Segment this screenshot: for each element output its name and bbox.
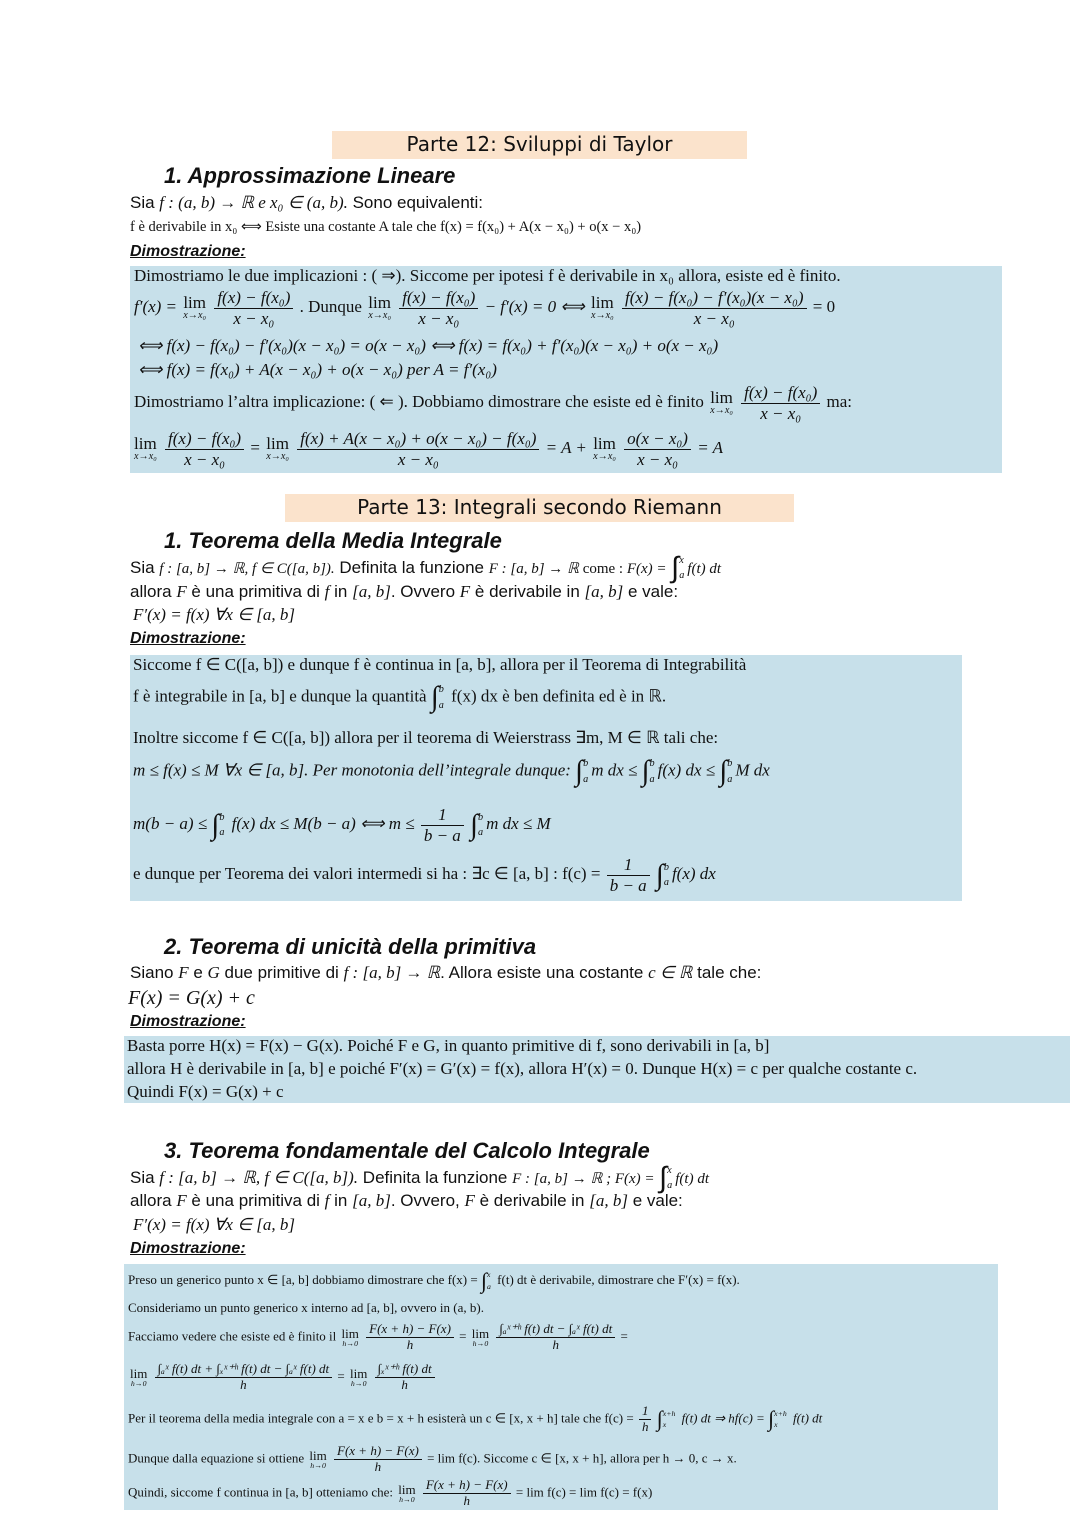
section-heading-teorema-fondamentale: 3. Teorema fondamentale del Calcolo Integrale — [164, 1138, 650, 1163]
fraction: $\frac{F(x + h) - F(x)}{h}$ — [366, 1322, 454, 1353]
part12-title-banner: Parte 12: Sviluppi di Taylor — [332, 131, 747, 159]
limit-operator: lim x→x₀ — [266, 434, 289, 463]
dimostrazione-label: Dimostrazione: — [130, 243, 246, 260]
fraction: $\frac{F(x + h) - F(x)}{h}$ — [423, 1478, 511, 1509]
theorem-line-1: Sia f : [a, b] → ℝ, f ∈ C([a, b]). Definita la funzione F : [a, b] → ℝ ; F(x) = ∫ x a f(t) dt — [130, 1162, 709, 1195]
limit-operator: lim h→0 — [309, 1448, 327, 1471]
integral-sign: ∫ — [211, 808, 220, 841]
proof-line-4: m ≤ f(x) ≤ M ∀x ∈ [a, b]. Per monotonia dell’integrale dunque: ∫ b a m dx ≤ ∫ b a f(x) dx ≤ ∫ b a M dx — [133, 755, 770, 787]
theorem-line-1: Sia f : [a, b] → ℝ, f ∈ C([a, b]). Definita la funzione F : [a, b] → ℝ come : F(x) = ∫ x a f(t) dt — [130, 552, 722, 585]
limit-operator: lim h→0 — [398, 1482, 416, 1505]
proof-line-5: m(b − a) ≤ ∫ b a f(x) dx ≤ M(b − a) ⟺ m ≤ $\frac{1}{b - a}$ ∫ b a m dx ≤ M — [133, 805, 551, 845]
fraction: $\frac{F(x + h) - F(x)}{h}$ — [334, 1444, 422, 1475]
statement-line-2: f è derivabile in x₀ ⟺ Esiste una costante A tale che f(x) = f(x₀) + A(x − x₀) + o(x − x₀) — [130, 219, 642, 235]
proof-box-teorema-fondamentale — [124, 1264, 998, 1510]
fraction: $\frac{1}{h}$ — [639, 1404, 652, 1435]
proof-line-1: Preso un generico punto x ∈ [a, b] dobbiamo dimostrare che f(x) = ∫ x a f(t) dt è derivabile, dimostrare che F′(x) = f(x). — [128, 1268, 740, 1293]
integral-sign: ∫ — [655, 858, 664, 891]
section-heading-approssimazione-lineare: 1. Approssimazione Lineare — [164, 163, 456, 188]
theorem-line-3: F′(x) = f(x) ∀x ∈ [a, b] — [133, 1215, 295, 1234]
proof-line-3: Facciamo vedere che esiste ed è finito il lim h→0 $\frac{F(x + h) - F(x)}{h}$ = lim h→0 $\frac{\text{∫ₐˣ⁺ʰ f(t) dt − ∫ₐˣ f(t) dt}}{h}$ = — [128, 1321, 628, 1352]
theorem-line-3: F′(x) = f(x) ∀x ∈ [a, b] — [133, 605, 295, 624]
proof-line-6: e dunque per Teorema dei valori intermedi si ha : ∃c ∈ [a, b] : f(c) = $\frac{1}{b - a}$ ∫ b a f(x) dx — [133, 855, 716, 895]
proof-box-unicita — [124, 1036, 1070, 1103]
proof-line-1: Dimostriamo le due implicazioni : ( ⇒). Siccome per ipotesi f è derivabile in x₀ allora, esiste ed è finito. — [134, 266, 841, 285]
dimostrazione-label: Dimostrazione: — [130, 630, 246, 647]
fraction: $\frac{\text{f(x) − f(x₀)}}{\text{x − x₀}}$ — [214, 288, 293, 328]
proof-line-6: Dunque dalla equazione si ottiene lim h→0 $\frac{F(x + h) - F(x)}{h}$ = lim f(c). Siccome c ∈ [x, x + h], allora per h → 0, c → x. — [128, 1443, 737, 1474]
proof-line-3: Quindi F(x) = G(x) + c — [127, 1082, 284, 1101]
proof-line-5: Dimostriamo l’altra implicazione: ( ⇐ ). Dobbiamo dimostrare che esiste ed è finito lim x→x₀ $\frac{\text{f(x) − f(x₀)}}{\text{x − x₀}}$ ma: — [134, 383, 852, 423]
fraction: $\frac{\text{f(x) − f(x₀)}}{\text{x − x₀}}$ — [165, 429, 244, 469]
fraction: $\frac{\text{f(x) − f(x₀)}}{\text{x − x₀}}$ — [399, 288, 478, 328]
fraction: $\frac{\text{f(x) + A(x − x₀) + o(x − x₀) − f(x₀)}}{\text{x − x₀}}$ — [297, 429, 539, 469]
limit-operator: lim x→x₀ — [710, 388, 733, 417]
proof-line-2: Consideriamo un punto generico x interno ad [a, b], ovvero in (a, b). — [128, 1300, 484, 1315]
fraction: $\frac{\text{o(x − x₀)}}{\text{x − x₀}}$ — [624, 429, 691, 469]
limit-operator: lim h→0 — [350, 1366, 368, 1389]
limit-operator: lim h→0 — [471, 1326, 490, 1349]
proof-line-1: Basta porre H(x) = F(x) − G(x). Poiché F e G, in quanto primitive di f, sono derivabili in [a, b] — [127, 1036, 770, 1055]
integral-sign: ∫ — [719, 755, 728, 787]
limit-operator: lim h→0 — [130, 1366, 148, 1389]
limit-operator: lim x→x₀ — [134, 434, 157, 463]
theorem-line-1: Siano F e G due primitive di f : [a, b] → ℝ. Allora esiste una costante c ∈ ℝ tale che: — [130, 963, 762, 982]
proof-box-taylor — [130, 266, 1002, 473]
proof-line-3: Inoltre siccome f ∈ C([a, b]) allora per il teorema di Weierstrass ∃m, M ∈ ℝ tali che: — [133, 728, 719, 747]
integral-sign: ∫ — [768, 1406, 775, 1432]
part13-title-banner: Parte 13: Integrali secondo Riemann — [285, 494, 794, 522]
section-heading-unicita-primitiva: 2. Teorema di unicità della primitiva — [164, 934, 537, 959]
section-heading-media-integrale: 1. Teorema della Media Integrale — [164, 528, 502, 553]
proof-box-media-integrale — [130, 655, 962, 901]
limit-operator: lim x→x₀ — [183, 293, 207, 322]
proof-line-2: f′(x) = lim x→x₀ $\frac{\text{f(x) − f(x₀)}}{\text{x − x₀}}$ . Dunque lim x→x₀ $\frac{\text{f(x) − f(x₀)}}{\text{x − x₀}}$ − f′(x) = 0 ⟺ lim x→x₀ $\frac{\text{f(x) − f(x₀) − f′(x₀)(x − x₀)}}{\text{x − x₀}}$ = 0 — [134, 288, 836, 328]
fraction: $\frac{\text{∫ₓˣ⁺ʰ f(t) dt}}{h}$ — [375, 1362, 435, 1393]
integral-sign: ∫ — [671, 552, 680, 585]
limit-operator: lim x→x₀ — [590, 293, 614, 322]
proof-line-4: lim h→0 $\frac{\text{∫ₐˣ f(t) dt + ∫ₓˣ⁺ʰ f(t) dt − ∫ₐˣ f(t) dt}}{h}$ = lim h→0 $\frac{\text{∫ₓˣ⁺ʰ f(t) dt}}{h}$ — [128, 1362, 437, 1393]
integral-sign: ∫ — [575, 755, 584, 787]
limit-operator: lim x→x₀ — [593, 434, 616, 463]
integral-sign: ∫ — [641, 755, 650, 787]
fraction: $\frac{\text{f(x) − f(x₀)}}{\text{x − x₀}}$ — [741, 383, 820, 423]
proof-line-4: ⟺ f(x) = f(x₀) + A(x − x₀) + o(x − x₀) per A = f′(x₀) — [138, 360, 497, 379]
proof-line-3: ⟺ f(x) − f(x₀) − f′(x₀)(x − x₀) = o(x − x₀) ⟺ f(x) = f(x₀) + f′(x₀)(x − x₀) + o(x − x₀) — [138, 336, 719, 355]
limit-operator: lim x→x₀ — [368, 293, 391, 322]
integral-sign: ∫ — [430, 681, 439, 713]
theorem-line-2: allora F è una primitiva di f in [a, b]. Ovvero, F è derivabile in [a, b] e vale: — [130, 1191, 683, 1210]
proof-line-2: allora H è derivabile in [a, b] e poiché F′(x) = G′(x) = f(x), allora H′(x) = 0. Dunque H(x) = c per qualche costante c. — [127, 1059, 918, 1078]
dimostrazione-label: Dimostrazione: — [130, 1240, 246, 1257]
statement-line-1: Sia f : (a, b) → ℝ e x₀ ∈ (a, b). Sono equivalenti: — [130, 193, 484, 212]
theorem-line-2: allora F è una primitiva di f in [a, b]. Ovvero F è derivabile in [a, b] e vale: — [130, 582, 679, 601]
fraction: $\frac{\text{f(x) − f(x₀) − f′(x₀)(x − x₀)}}{\text{x − x₀}}$ — [622, 288, 807, 328]
theorem-line-2: F(x) = G(x) + c — [128, 987, 255, 1009]
limit-operator: lim h→0 — [341, 1326, 359, 1349]
dimostrazione-label: Dimostrazione: — [130, 1013, 246, 1030]
fraction: $\frac{1}{b - a}$ — [421, 805, 464, 845]
integral-sign: ∫ — [470, 808, 478, 841]
integral-sign: ∫ — [659, 1162, 668, 1195]
fraction: $\frac{1}{b - a}$ — [607, 855, 650, 895]
proof-line-5: Per il teorema della media integrale con a = x e b = x + h esisterà un c ∈ [x, x + h] tale che f(c) = $\frac{1}{h}$ ∫ x+h x f(t) dt ⇒ hf(c) = ∫ x+h x f(t) dt — [128, 1403, 823, 1434]
fraction: $\frac{\text{∫ₐˣ⁺ʰ f(t) dt − ∫ₐˣ f(t) dt}}{h}$ — [496, 1322, 615, 1353]
integral-sign: ∫ — [656, 1406, 663, 1432]
proof-line-2: f è integrabile in [a, b] e dunque la quantità ∫ b a f(x) dx è ben definita ed è in ℝ. — [133, 681, 667, 713]
proof-line-6: lim x→x₀ $\frac{\text{f(x) − f(x₀)}}{\text{x − x₀}}$ = lim x→x₀ $\frac{\text{f(x) + A(x − x₀) + o(x − x₀) − f(x₀)}}{\text{x − x₀}}$ = A + lim x→x₀ $\frac{\text{o(x − x₀)}}{\text{x − x₀}}$ = A — [134, 429, 724, 469]
integral-sign: ∫ — [480, 1268, 488, 1293]
proof-line-1: Siccome f ∈ C([a, b]) e dunque f è continua in [a, b], allora per il Teorema di Integrabilità — [133, 655, 747, 674]
fraction: $\frac{\text{∫ₐˣ f(t) dt + ∫ₓˣ⁺ʰ f(t) dt − ∫ₐˣ f(t) dt}}{h}$ — [155, 1362, 333, 1393]
proof-line-7: Quindi, siccome f continua in [a, b] otteniamo che: lim h→0 $\frac{F(x + h) - F(x)}{h}$ = lim f(c) = lim f(c) = f(x) — [128, 1477, 653, 1508]
